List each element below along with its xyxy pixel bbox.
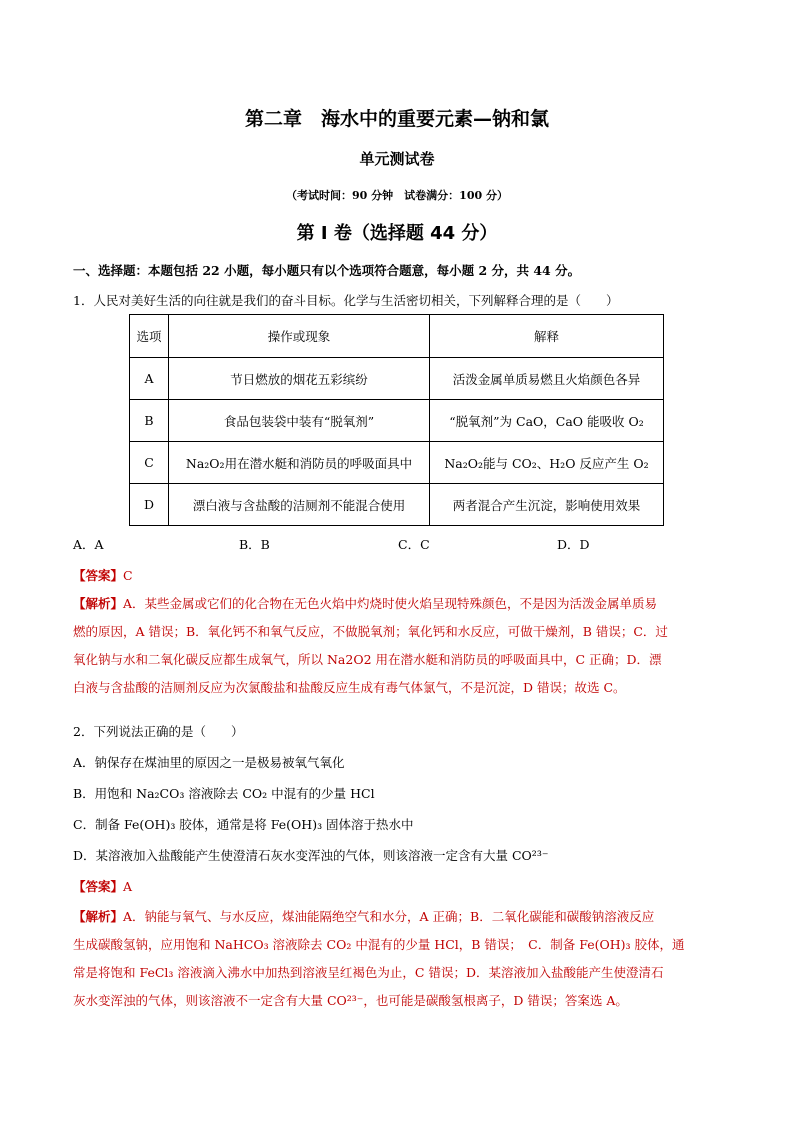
answer-label: 【答案】 (73, 879, 124, 894)
answer-label: 【答案】 (73, 568, 124, 583)
analysis-line: 白液与含盐酸的洁厕剂反应为次氯酸盐和盐酸反应生成有毒气体氯气，不是沉淀，D 错误；故选 C。 (73, 680, 626, 695)
table-cell: C (130, 442, 169, 484)
q1-analysis (73, 590, 723, 702)
analysis-line: 燃的原因，A 错误；B．氧化钙不和氧气反应，不做脱氧剂；氧化钙和水反应，可做干燥剂，B 错误；C．过 (73, 624, 668, 639)
analysis-label: 【解析】 (73, 596, 124, 611)
section-title: 第 I 卷（选择题 44 分） (296, 223, 498, 244)
q2-option-c: C．制备 Fe(OH)₃ 胶体，通常是将 Fe(OH)₃ 固体溶于热水中 (73, 817, 414, 832)
q1-choice-b: B．B (239, 537, 270, 552)
table-row (130, 484, 664, 526)
table-row (130, 400, 664, 442)
table-cell: “脱氧剂”为 CaO，CaO 能吸收 O₂ (430, 400, 664, 442)
table-cell: 活泼金属单质易燃且火焰颜色各异 (430, 358, 664, 400)
q2-stem: 2．下列说法正确的是（ ） (73, 724, 244, 739)
q2-option-b: B．用饱和 Na₂CO₃ 溶液除去 CO₂ 中混有的少量 HCl (73, 786, 375, 801)
q1-stem: 1．人民对美好生活的向往就是我们的奋斗目标。化学与生活密切相关，下列解释合理的是（ ） (73, 293, 619, 308)
q1-answer (73, 566, 733, 584)
answer-value: C (123, 568, 133, 583)
analysis-line: 【解析】A．某些金属或它们的化合物在无色火焰中灼烧时使火焰呈现特殊颜色，不是因为活泼金属单质易 (73, 596, 658, 611)
q2-answer (73, 877, 733, 895)
q2-analysis (73, 903, 723, 1015)
table-cell: 两者混合产生沉淀，影响使用效果 (430, 484, 664, 526)
q1-choice-c: C．C (398, 537, 430, 552)
table-cell: A (130, 358, 169, 400)
q1-choice-d: D．D (557, 537, 590, 552)
q1-table (129, 314, 664, 526)
analysis-line: 常是将饱和 FeCl₃ 溶液滴入沸水中加热到溶液呈红褐色为止，C 错误；D．某溶液加入盐酸能产生使澄清石 (73, 965, 664, 980)
analysis-line: 生成碳酸氢钠，应用饱和 NaHCO₃ 溶液除去 CO₂ 中混有的少量 HCl，B 错误； C．制备 Fe(OH)₃ 胶体，通 (73, 937, 685, 952)
table-cell: Na₂O₂用在潜水艇和消防员的呼吸面具中 (169, 442, 430, 484)
q1-choice-a: A．A (73, 537, 104, 552)
instructions: 一、选择题：本题包括 22 小题，每小题只有以个选项符合题意，每小题 2 分，共 44 分。 (73, 263, 581, 278)
analysis-line: 灰水变浑浊的气体，则该溶液不一定含有大量 CO²³⁻，也可能是碳酸氢根离子，D 错误；答案选 A。 (73, 993, 628, 1008)
exam-subtitle: 单元测试卷 (359, 150, 435, 168)
table-cell: 食品包装袋中装有“脱氧剂” (169, 400, 430, 442)
analysis-line: 氧化钠与水和二氧化碳反应都生成氧气，所以 Na2O2 用在潜水艇和消防员的呼吸面具中，C 正确；D．漂 (73, 652, 662, 667)
table-cell: 节日燃放的烟花五彩缤纷 (169, 358, 430, 400)
analysis-line: 【解析】A．钠能与氧气、与水反应，煤油能隔绝空气和水分，A 正确；B．二氧化碳能和碳酸钠溶液反应 (73, 909, 655, 924)
table-row (130, 358, 664, 400)
table-header-cell: 解释 (430, 315, 664, 358)
table-cell: D (130, 484, 169, 526)
answer-value: A (123, 879, 133, 894)
table-row (130, 442, 664, 484)
table-cell: 漂白液与含盐酸的洁厕剂不能混合使用 (169, 484, 430, 526)
table-header-cell: 操作或现象 (169, 315, 430, 358)
chapter-title: 第二章 海水中的重要元素—钠和氯 (244, 108, 549, 130)
table-cell: Na₂O₂能与 CO₂、H₂O 反应产生 O₂ (430, 442, 664, 484)
q2-option-d: D．某溶液加入盐酸能产生使澄清石灰水变浑浊的气体，则该溶液一定含有大量 CO²³⁻ (73, 848, 549, 863)
exam-meta: （考试时间：90 分钟 试卷满分：100 分） (286, 189, 508, 202)
analysis-label: 【解析】 (73, 909, 124, 924)
q2-option-a: A．钠保存在煤油里的原因之一是极易被氧气氧化 (73, 755, 345, 770)
table-cell: B (130, 400, 169, 442)
table-header-cell: 选项 (130, 315, 169, 358)
table-header-row (130, 315, 664, 358)
